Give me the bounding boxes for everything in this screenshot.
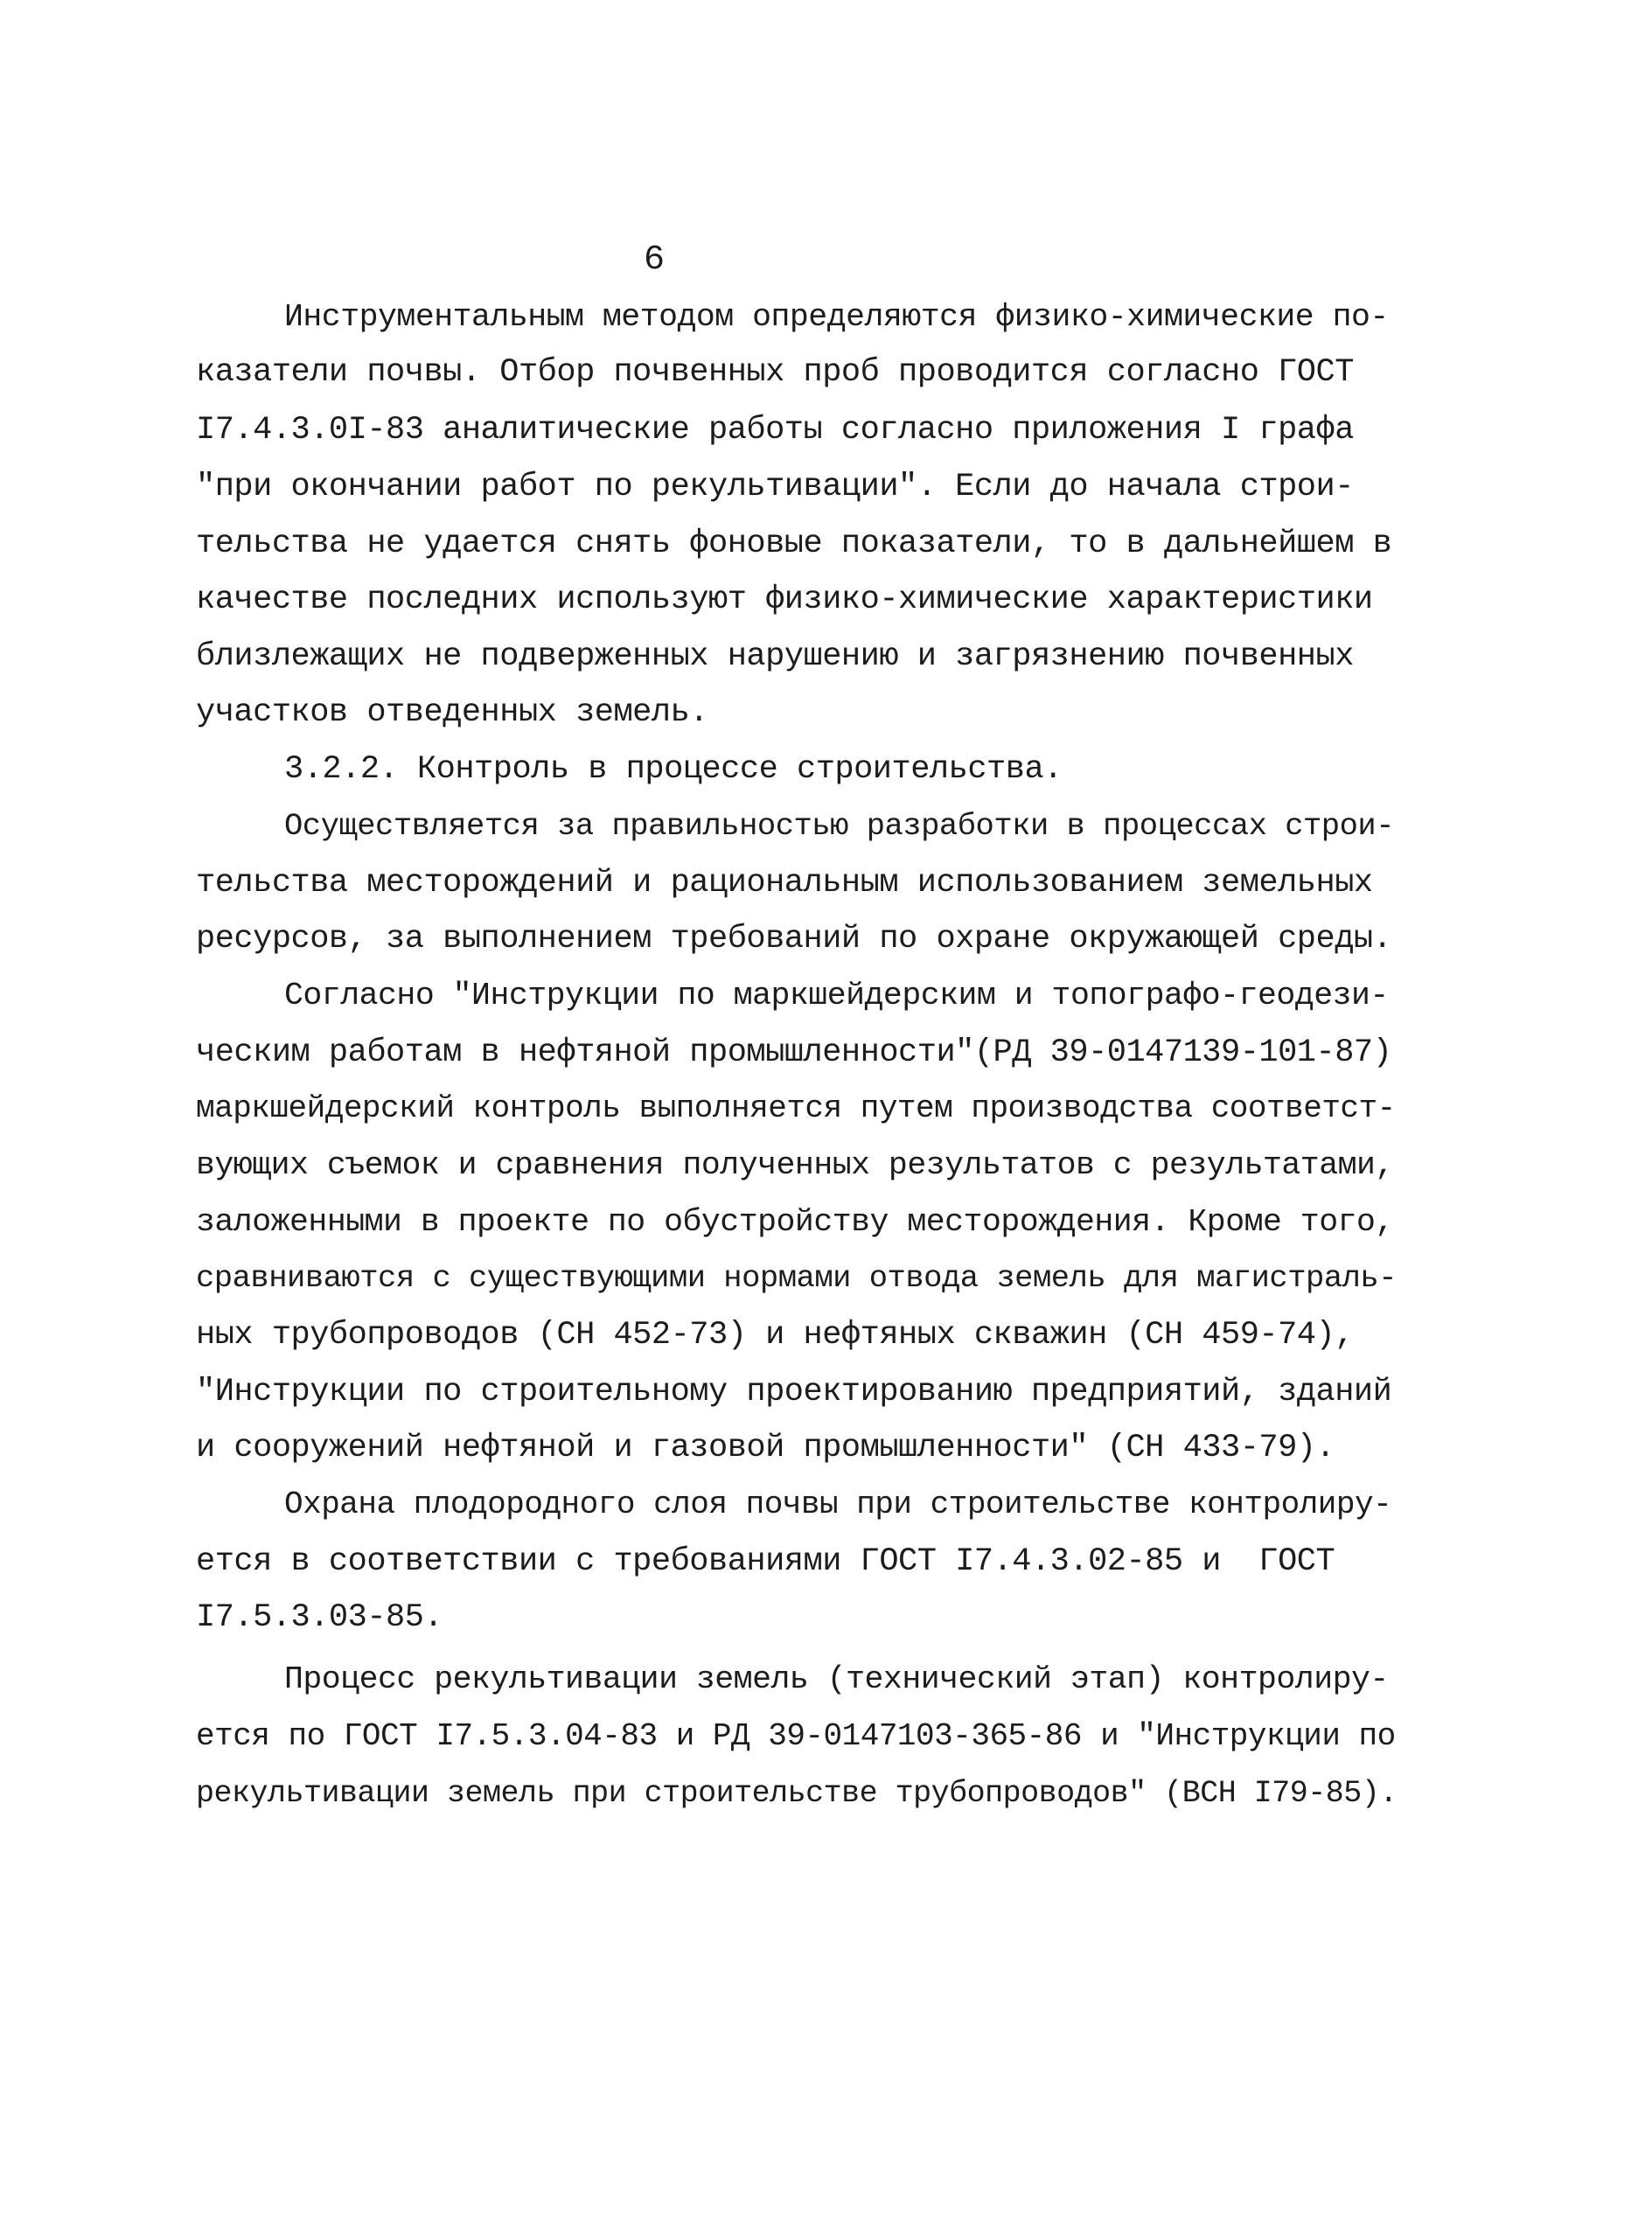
text-line: тельства месторождений и рациональным использованием земельных [196,865,1373,902]
text-line: Процесс рекультивации земель (технический этап) контролиру- [284,1661,1389,1697]
text-line: I7.4.3.0I-83 аналитические работы согласно приложения I графа [196,412,1354,449]
text-line: маркшейдерский контроль выполняется путем производства соответст- [196,1090,1396,1126]
text-line: Охрана плодородного слоя почвы при строительстве контролиру- [284,1487,1392,1522]
text-line: рекультивации земель при строительстве трубопроводов" (ВСН I79-85). [196,1776,1398,1811]
text-line: ресурсов, за выполнением требований по охране окружающей среды. [196,921,1392,957]
text-line: "при окончании работ по рекультивации". Если до начала строи- [196,469,1354,505]
text-line: сравниваются с существующими нормами отвода земель для магистраль- [196,1260,1398,1296]
text-line: вующих съемок и сравнения полученных результатов с результатами, [196,1147,1394,1183]
text-line: участков отведенных земель. [196,694,708,731]
text-line: казатели почвы. Отбор почвенных проб проводится согласно ГОСТ [196,354,1354,391]
text-line: близлежащих не подверженных нарушению и загрязнению почвенных [196,638,1354,675]
text-line: ческим работам в нефтяной промышленности"(РД 39-0147139-101-87) [196,1034,1392,1071]
text-line: ется по ГОСТ I7.5.3.04-83 и РД 39-0147103-365-86 и "Инструкции по [196,1718,1396,1754]
text-line: тельства не удается снять фоновые показатели, то в дальнейшем в [196,526,1392,562]
text-line: Осуществляется за правильностью разработки в процессах строи- [284,808,1395,844]
text-line: Согласно "Инструкции по маркшейдерским и топографо-геодези- [284,978,1389,1013]
page-number: 6 [644,240,666,280]
text-line: заложенными в проекте по обустройству месторождения. Кроме того, [196,1204,1394,1240]
text-line: "Инструкции по строительному проектированию предприятий, зданий [196,1374,1392,1410]
section-heading: 3.2.2. Контроль в процессе строительства. [284,751,1063,788]
text-line: ных трубопроводов (СН 452-73) и нефтяных скважин (СН 459-74), [196,1317,1354,1354]
text-line: и сооружений нефтяной и газовой промышленности" (СН 433-79). [196,1430,1335,1466]
text-line: ется в соответствии с требованиями ГОСТ I7.4.3.02-85 и ГОСТ [196,1543,1335,1580]
text-line: Инструментальным методом определяются физико-химические по- [284,299,1389,335]
text-line: качестве последних используют физико-химические характеристики [196,581,1373,618]
text-line: I7.5.3.03-85. [196,1599,443,1636]
